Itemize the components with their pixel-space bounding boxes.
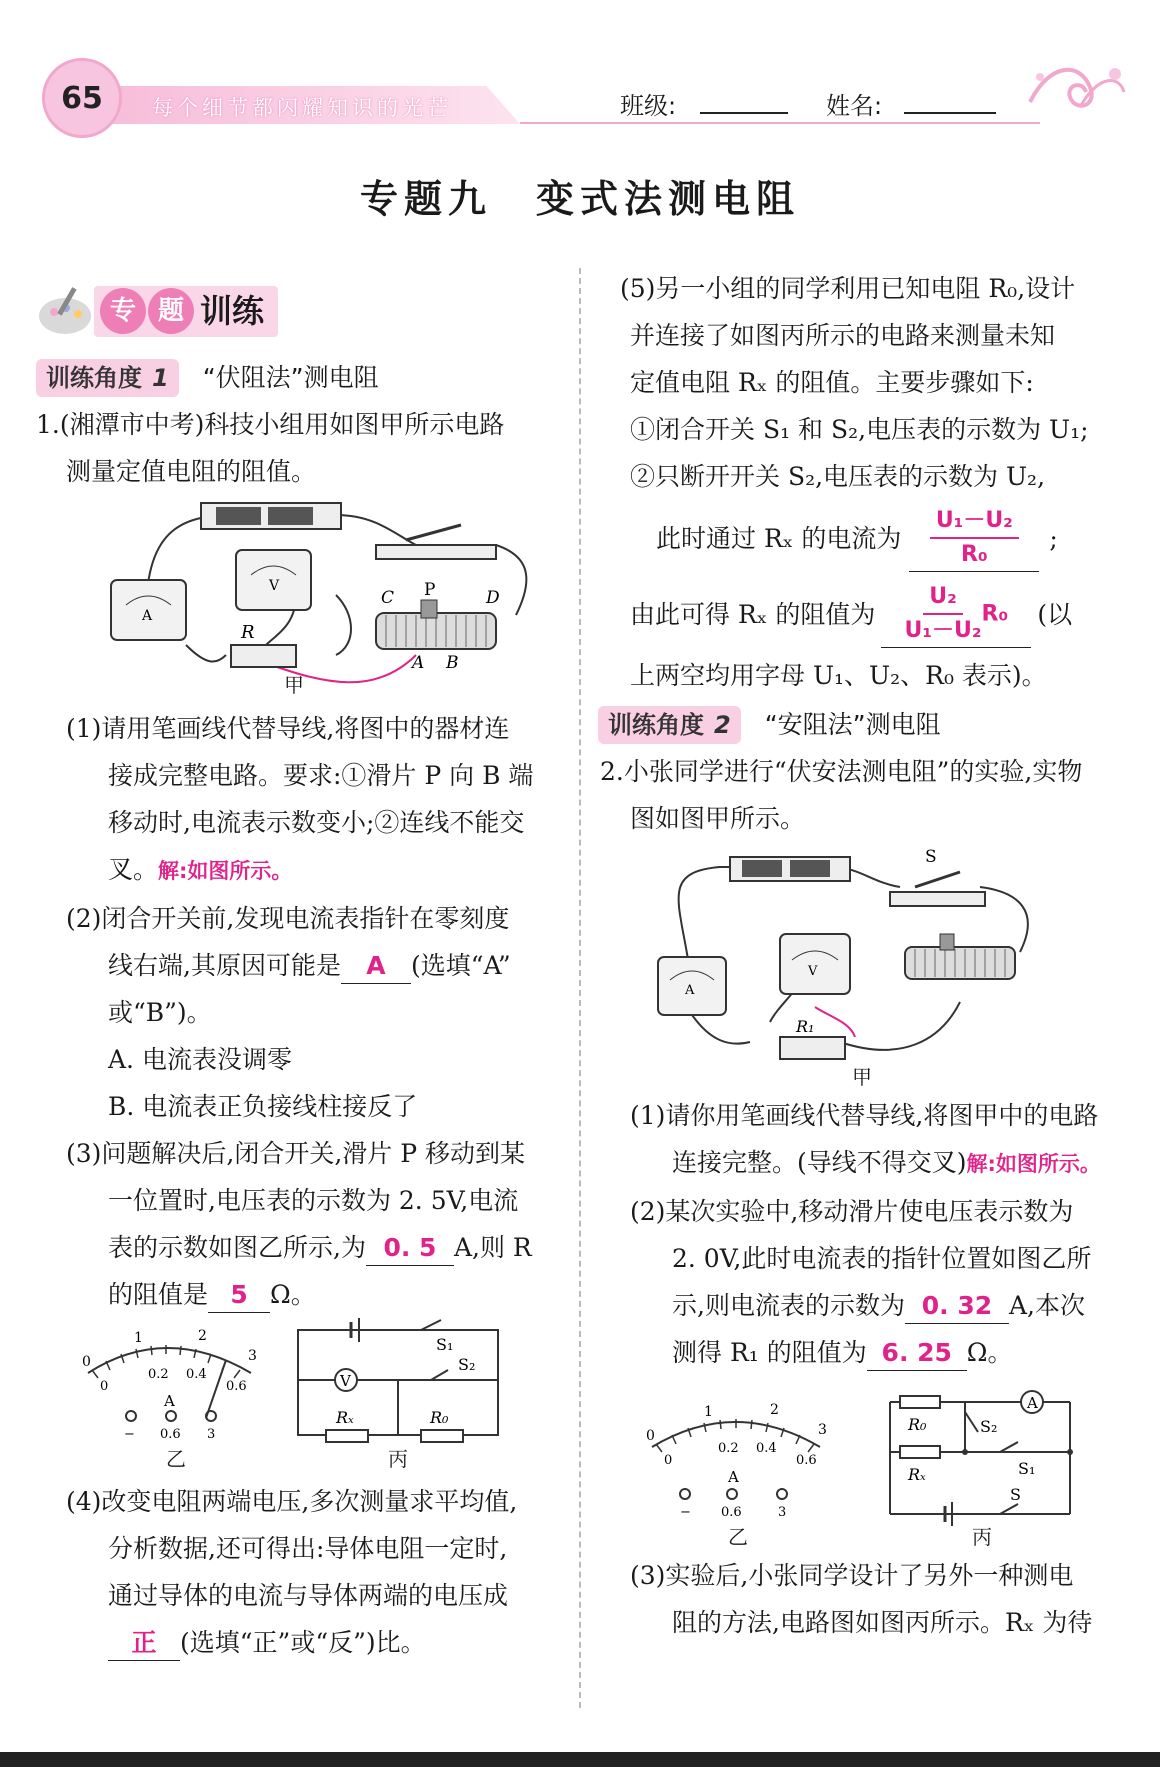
page-header	[0, 0, 1160, 150]
q1-p4-d: (选填“正”或“反”)比。	[180, 1628, 426, 1657]
q2-p2-d2: Ω。	[966, 1338, 1013, 1367]
q1-option-b: B. 电流表正负接线柱接反了	[108, 1092, 418, 1121]
bing2-A: A	[1027, 1394, 1038, 1412]
right-column	[600, 265, 1130, 1646]
q1-step3-fraction	[930, 505, 1019, 571]
voltmeter-letter: V	[269, 578, 280, 594]
dial1-tick-1: 1	[134, 1330, 143, 1346]
q2-caption-yi: 乙	[728, 1525, 748, 1549]
slider-A-label: A	[412, 653, 425, 673]
q2-p3-a: (3)实验后,小张同学设计了另外一种测电	[630, 1561, 1074, 1590]
bing2-R0: R₀	[908, 1415, 927, 1434]
q1-step3-blank[interactable]	[909, 505, 1039, 572]
dial1-tick-04: 0.4	[186, 1367, 207, 1382]
q1-figure-jia	[36, 495, 566, 705]
dial1-minus: −	[124, 1427, 135, 1442]
q1-p5-c: 定值电阻 Rₓ 的阻值。主要步骤如下:	[630, 368, 1034, 397]
q2-stem-a: 2.小张同学进行“伏安法测电阻”的实验,实物	[600, 757, 1083, 786]
q1-step3-a: 此时通过 Rₓ 的电流为	[656, 523, 902, 553]
q1-p1-c: 移动时,电流表示数变小;②连线不能交	[108, 808, 525, 837]
section-banner	[94, 286, 278, 337]
q1-diagrams	[36, 1318, 566, 1478]
dial2-06: 0.6	[721, 1505, 742, 1520]
circuit-diagram-bing-2	[890, 1391, 1070, 1526]
q2-caption-bing: 丙	[972, 1525, 992, 1549]
q2-p2-answer-resistance[interactable]: 6. 25	[867, 1336, 967, 1371]
dial2-tick-2: 2	[770, 1402, 779, 1418]
q1-step2: ②只断开开关 S₂,电压表的示数为 U₂,	[630, 462, 1046, 491]
resistor-R-label: R	[241, 622, 255, 643]
q1-stem-a: 1.(湘潭市中考)科技小组用如图甲所示电路	[36, 410, 505, 439]
q1-step3-end: ;	[1049, 523, 1058, 553]
bing2-S2: S₂	[980, 1417, 998, 1436]
dial1-tick-02: 0.2	[148, 1367, 169, 1382]
circuit-photo-2	[600, 842, 1130, 1092]
q2-p2-b: 2. 0V,此时电流表的指针位置如图乙所	[672, 1244, 1092, 1273]
q1-p3-answer-resistance[interactable]: 5	[208, 1278, 270, 1313]
dial1-tick-0b: 0	[100, 1379, 109, 1394]
dial1-tick-0: 0	[82, 1354, 91, 1370]
q1-p3-c-row	[36, 1224, 566, 1271]
q1-step4-fraction	[905, 581, 982, 647]
q1-step4-a: 由此可得 Rₓ 的阻值为	[630, 599, 876, 629]
q2-p2-d-row	[600, 1329, 1130, 1376]
angle2-title: “安阻法”测电阻	[764, 710, 941, 739]
q1-step5: 上两空均用字母 U₁、U₂、R₀ 表示)。	[630, 661, 1047, 690]
palette-icon	[36, 282, 94, 340]
angle2-tag-text: 训练角度	[608, 711, 704, 739]
q1-p4-a: (4)改变电阻两端电压,多次测量求平均值,	[66, 1487, 518, 1516]
dial2-tick-06: 0.6	[796, 1453, 817, 1468]
q1-p3-c1: 表的示数如图乙所示,为	[108, 1233, 366, 1262]
q2-R1-label: R₁	[796, 1017, 815, 1036]
slider-B-label: B	[446, 653, 459, 673]
q1-p5-b: 并连接了如图丙所示的电路来测量未知	[630, 321, 1056, 350]
q1-p1-d-row	[36, 846, 566, 895]
q2-figure-jia	[600, 842, 1130, 1092]
page-title: 专题九 变式法测电阻	[359, 176, 800, 221]
q2-voltmeter-letter: V	[808, 964, 818, 979]
class-label: 班级:	[620, 92, 677, 120]
name-label: 姓名:	[826, 92, 883, 120]
name-blank[interactable]	[904, 112, 996, 114]
q1-step3-row	[600, 500, 1130, 576]
q1-p1-d: 叉。	[108, 855, 159, 884]
q1-p1-b: 接成完整电路。要求:①滑片 P 向 B 端	[108, 761, 534, 790]
q2-caption-jia: 甲	[852, 1065, 872, 1089]
dial2-tick-0b: 0	[664, 1453, 673, 1468]
q1-p1-answer: 解:如图所示。	[158, 859, 293, 883]
dial2-3: 3	[778, 1505, 787, 1520]
dial1-tick-2: 2	[198, 1328, 207, 1344]
class-blank[interactable]	[700, 112, 788, 114]
q1-p2-a: (2)闭合开关前,发现电流表指针在零刻度	[66, 904, 510, 933]
left-column	[36, 270, 566, 1666]
angle2-tag-num: 2	[714, 711, 731, 739]
q2-switch-S: S	[925, 847, 937, 867]
q1-p3-c2: A,则 R	[453, 1233, 532, 1262]
bing1-Rx: Rₓ	[336, 1408, 354, 1427]
bing2-S: S	[1010, 1485, 1021, 1504]
dial2-tick-02: 0.2	[718, 1441, 739, 1456]
dial2-minus: −	[680, 1505, 691, 1520]
q2-p2-answer-current[interactable]: 0. 32	[905, 1289, 1009, 1324]
q2-p2-c-row	[600, 1282, 1130, 1329]
q1-p2-b1: 线右端,其原因可能是	[108, 951, 341, 980]
q1-step4-r0: R₀	[981, 601, 1009, 626]
q2-p2-c1: 示,则电流表的示数为	[672, 1291, 905, 1320]
header-line	[520, 122, 1040, 124]
dial1-3: 3	[207, 1427, 216, 1442]
ammeter-letter: A	[142, 608, 153, 624]
q1-p2-b-row	[36, 942, 566, 989]
q1-step1: ①闭合开关 S₁ 和 S₂,电压表的示数为 U₁;	[630, 415, 1089, 444]
q2-figures-yi-bing	[600, 1382, 1130, 1552]
angle1-tag-num: 1	[152, 364, 169, 392]
q2-p3-b: 阻的方法,电路图如图丙所示。Rₓ 为待	[672, 1608, 1093, 1637]
q1-stem-b: 测量定值电阻的阻值。	[66, 457, 317, 486]
q2-p2-d1: 测得 R₁ 的阻值为	[672, 1338, 867, 1367]
dial1-tick-06: 0.6	[226, 1379, 247, 1394]
q2-p2-a: (2)某次实验中,移动滑片使电压表示数为	[630, 1197, 1074, 1226]
q1-p5-a: (5)另一小组的同学利用已知电阻 R₀,设计	[620, 274, 1076, 303]
q1-p4-b: 分析数据,还可得出:导体电阻一定时,	[108, 1534, 508, 1563]
q1-caption-jia: 甲	[284, 673, 304, 697]
q1-step3-den: R₀	[961, 541, 988, 567]
slider-D-label: D	[486, 588, 500, 608]
q2-p1-answer: 解:如图所示。	[966, 1152, 1101, 1176]
q1-p3-b: 一位置时,电压表的示数为 2. 5V,电流	[108, 1186, 519, 1215]
q2-diagrams	[600, 1382, 1130, 1552]
angle1-tag-text: 训练角度	[46, 364, 142, 392]
dial2-A: A	[728, 1468, 739, 1486]
q1-p3-d-row	[36, 1271, 566, 1318]
bing1-S1: S₁	[436, 1335, 454, 1354]
q1-step3-num: U₁－U₂	[930, 505, 1019, 539]
q2-stem-b: 图如图甲所示。	[630, 804, 806, 833]
q1-step4-den: U₁－U₂	[904, 617, 982, 643]
q1-p3-a: (3)问题解决后,闭合开关,滑片 P 移动到某	[66, 1139, 526, 1168]
dial2-tick-3: 3	[818, 1422, 827, 1438]
q1-p2-b2: (选填“A”	[410, 951, 511, 980]
section-heading	[36, 270, 566, 352]
q2-p1-b-row	[600, 1139, 1130, 1188]
column-divider	[579, 268, 581, 1708]
ammeter-dial-2	[646, 1402, 827, 1520]
bing1-R0: R₀	[430, 1408, 449, 1427]
q1-p3-d1: 的阻值是	[108, 1280, 209, 1309]
q1-p4-c: 通过导体的电流与导体两端的电压成	[108, 1581, 509, 1610]
section-rest: 训练	[200, 291, 265, 330]
dial1-A: A	[164, 1392, 175, 1410]
section-char-1: 专	[100, 288, 146, 334]
bottom-bar	[0, 1752, 1160, 1767]
dial2-tick-0: 0	[646, 1428, 655, 1444]
q1-p2-answer[interactable]: A	[341, 949, 411, 984]
q1-step4-num: U₂	[923, 581, 963, 615]
q2-ammeter-letter: A	[685, 983, 695, 998]
q1-p3-d2: Ω。	[270, 1280, 316, 1309]
q2-p1-b: 连接完整。(导线不得交叉)	[672, 1148, 967, 1177]
q1-p1-a: (1)请用笔画线代替导线,将图中的器材连	[66, 714, 510, 743]
dial1-06: 0.6	[160, 1427, 181, 1442]
q1-step4-blank[interactable]	[881, 581, 1031, 648]
q1-caption-yi: 乙	[166, 1447, 186, 1471]
q1-caption-bing: 丙	[388, 1447, 408, 1471]
page-number: 65	[42, 58, 122, 138]
header-motto: 每个细节都闪耀知识的光芒	[152, 96, 452, 120]
angle1-title: “伏阻法”测电阻	[202, 363, 379, 392]
q1-option-a: A. 电流表没调零	[108, 1045, 292, 1074]
bing1-S2: S₂	[458, 1355, 476, 1374]
q1-figures-yi-bing	[36, 1318, 566, 1478]
q1-p3-answer-current[interactable]: 0. 5	[366, 1231, 454, 1266]
flourish-icon	[1020, 52, 1130, 122]
q1-step4-end: (以	[1037, 599, 1073, 629]
dial1-tick-3: 3	[248, 1348, 257, 1364]
q2-p1-a: (1)请你用笔画线代替导线,将图甲中的电路	[630, 1101, 1099, 1130]
dial2-tick-04: 0.4	[756, 1441, 777, 1456]
section-char-2: 题	[148, 288, 194, 334]
slider-C-label: C	[381, 588, 395, 608]
bing2-S1: S₁	[1018, 1459, 1036, 1478]
ammeter-dial-1	[82, 1328, 257, 1442]
q1-step4-row	[600, 576, 1130, 652]
angle1-row	[36, 354, 566, 401]
q2-p2-c2: A,本次	[1008, 1291, 1085, 1320]
q1-p4-d-row	[36, 1619, 566, 1666]
bing2-Rx: Rₓ	[908, 1465, 926, 1484]
bing1-V: V	[340, 1372, 351, 1390]
dial2-tick-1: 1	[704, 1404, 713, 1420]
angle1-tag	[36, 359, 179, 397]
angle2-tag	[598, 706, 741, 744]
q1-p4-answer[interactable]: 正	[108, 1626, 180, 1661]
angle2-row	[598, 701, 1130, 748]
circuit-diagram-bing-1	[298, 1318, 498, 1442]
q1-p2-c: 或“B”)。	[108, 998, 212, 1027]
slider-P-label: P	[424, 580, 436, 600]
